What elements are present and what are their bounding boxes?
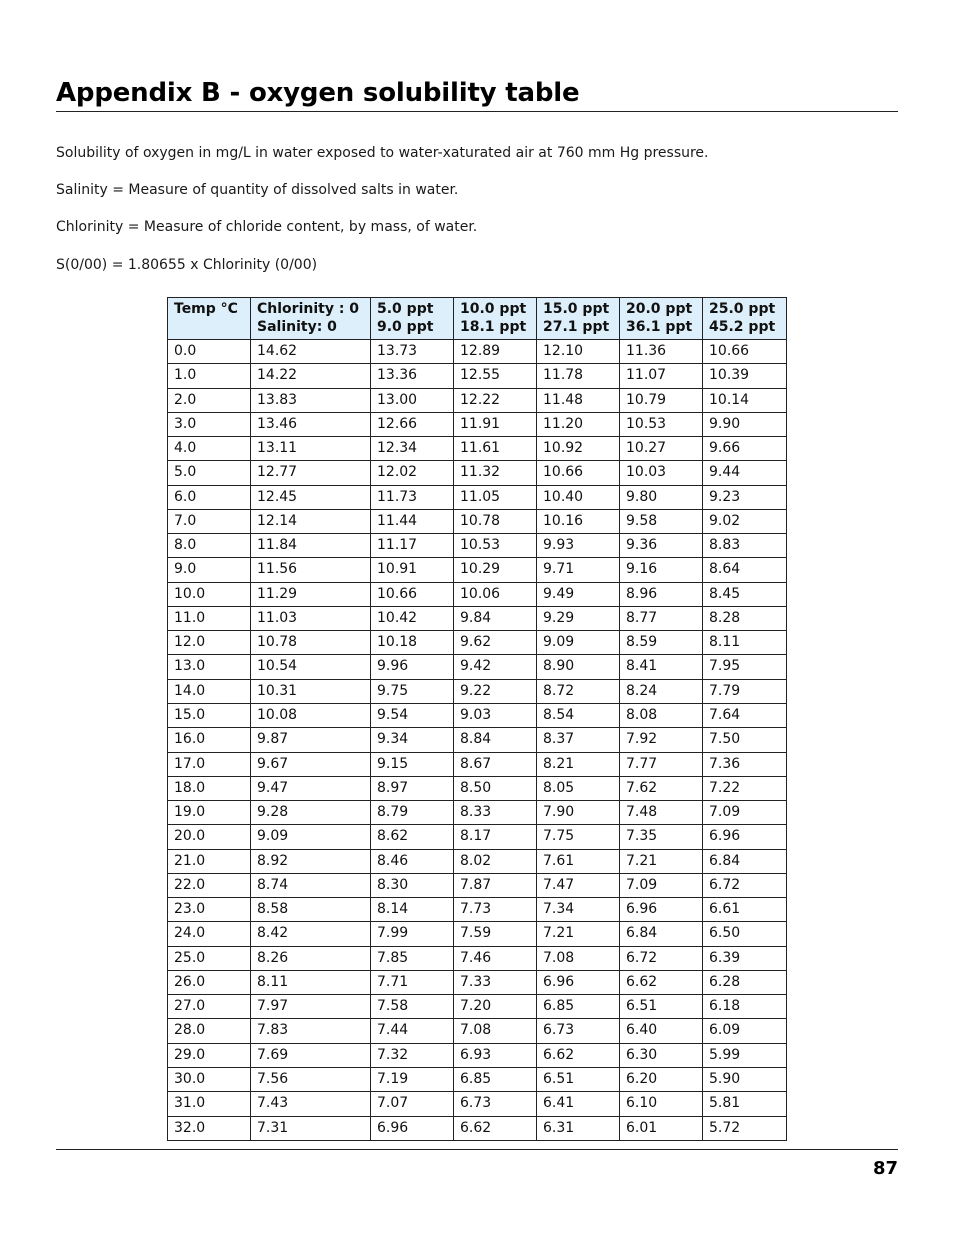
cell-25ppt: 7.50 <box>703 728 787 752</box>
header-line2: 45.2 ppt <box>709 319 776 335</box>
cell-15ppt: 10.92 <box>537 437 620 461</box>
cell-10ppt: 8.67 <box>454 752 537 776</box>
cell-temp: 8.0 <box>168 534 251 558</box>
cell-chlorinity-0: 7.83 <box>251 1019 371 1043</box>
cell-temp: 15.0 <box>168 703 251 727</box>
cell-10ppt: 8.17 <box>454 825 537 849</box>
cell-5ppt: 10.18 <box>371 631 454 655</box>
cell-5ppt: 8.14 <box>371 898 454 922</box>
cell-25ppt: 5.90 <box>703 1067 787 1091</box>
header-20ppt <box>620 298 703 340</box>
cell-10ppt: 8.02 <box>454 849 537 873</box>
cell-temp: 18.0 <box>168 776 251 800</box>
cell-15ppt: 6.96 <box>537 970 620 994</box>
cell-15ppt: 11.48 <box>537 388 620 412</box>
cell-chlorinity-0: 7.31 <box>251 1116 371 1140</box>
table-row <box>168 922 787 946</box>
cell-temp: 16.0 <box>168 728 251 752</box>
cell-20ppt: 7.92 <box>620 728 703 752</box>
header-5ppt <box>371 298 454 340</box>
cell-5ppt: 9.34 <box>371 728 454 752</box>
cell-temp: 31.0 <box>168 1092 251 1116</box>
page-title: Appendix B - oxygen solubility table <box>56 78 580 108</box>
cell-chlorinity-0: 8.42 <box>251 922 371 946</box>
cell-temp: 24.0 <box>168 922 251 946</box>
cell-temp: 26.0 <box>168 970 251 994</box>
cell-temp: 27.0 <box>168 995 251 1019</box>
cell-15ppt: 6.62 <box>537 1043 620 1067</box>
table-row <box>168 412 787 436</box>
cell-temp: 0.0 <box>168 340 251 364</box>
cell-20ppt: 10.79 <box>620 388 703 412</box>
cell-5ppt: 12.02 <box>371 461 454 485</box>
header-temp-line1: Temp °C <box>174 301 238 317</box>
cell-5ppt: 7.32 <box>371 1043 454 1067</box>
table-row <box>168 970 787 994</box>
cell-10ppt: 9.62 <box>454 631 537 655</box>
cell-25ppt: 9.90 <box>703 412 787 436</box>
cell-5ppt: 13.73 <box>371 340 454 364</box>
cell-5ppt: 9.54 <box>371 703 454 727</box>
cell-25ppt: 6.18 <box>703 995 787 1019</box>
cell-5ppt: 10.66 <box>371 582 454 606</box>
cell-15ppt: 11.20 <box>537 412 620 436</box>
cell-15ppt: 8.37 <box>537 728 620 752</box>
oxygen-solubility-table <box>167 297 787 1141</box>
cell-temp: 1.0 <box>168 364 251 388</box>
cell-25ppt: 10.14 <box>703 388 787 412</box>
cell-25ppt: 8.11 <box>703 631 787 655</box>
table-row <box>168 873 787 897</box>
table-row <box>168 1092 787 1116</box>
cell-20ppt: 6.51 <box>620 995 703 1019</box>
cell-chlorinity-0: 11.29 <box>251 582 371 606</box>
cell-25ppt: 9.02 <box>703 509 787 533</box>
cell-15ppt: 7.61 <box>537 849 620 873</box>
cell-chlorinity-0: 8.74 <box>251 873 371 897</box>
cell-chlorinity-0: 11.56 <box>251 558 371 582</box>
header-line2: 27.1 ppt <box>543 319 610 335</box>
cell-chlorinity-0: 8.58 <box>251 898 371 922</box>
cell-chlorinity-0: 7.97 <box>251 995 371 1019</box>
cell-10ppt: 8.50 <box>454 776 537 800</box>
header-15ppt <box>537 298 620 340</box>
cell-chlorinity-0: 9.47 <box>251 776 371 800</box>
cell-25ppt: 7.64 <box>703 703 787 727</box>
cell-chlorinity-0: 13.46 <box>251 412 371 436</box>
header-line1: 25.0 ppt <box>709 301 776 317</box>
table-row <box>168 437 787 461</box>
cell-5ppt: 6.96 <box>371 1116 454 1140</box>
cell-15ppt: 8.21 <box>537 752 620 776</box>
page-number: 87 <box>872 1158 898 1179</box>
cell-25ppt: 6.84 <box>703 849 787 873</box>
cell-20ppt: 9.16 <box>620 558 703 582</box>
cell-15ppt: 9.09 <box>537 631 620 655</box>
cell-chlorinity-0: 13.11 <box>251 437 371 461</box>
cell-15ppt: 8.54 <box>537 703 620 727</box>
cell-15ppt: 9.49 <box>537 582 620 606</box>
cell-temp: 10.0 <box>168 582 251 606</box>
cell-5ppt: 9.15 <box>371 752 454 776</box>
cell-5ppt: 8.30 <box>371 873 454 897</box>
cell-20ppt: 8.59 <box>620 631 703 655</box>
cell-chlorinity-0: 7.69 <box>251 1043 371 1067</box>
cell-10ppt: 12.89 <box>454 340 537 364</box>
cell-25ppt: 5.99 <box>703 1043 787 1067</box>
cell-5ppt: 13.00 <box>371 388 454 412</box>
cell-15ppt: 6.51 <box>537 1067 620 1091</box>
cell-20ppt: 8.08 <box>620 703 703 727</box>
header-line1: Chlorinity : 0 <box>257 301 360 317</box>
table-header-row <box>168 298 787 340</box>
cell-chlorinity-0: 12.77 <box>251 461 371 485</box>
cell-chlorinity-0: 12.14 <box>251 509 371 533</box>
cell-10ppt: 8.84 <box>454 728 537 752</box>
cell-10ppt: 9.03 <box>454 703 537 727</box>
cell-10ppt: 10.53 <box>454 534 537 558</box>
cell-temp: 29.0 <box>168 1043 251 1067</box>
cell-20ppt: 9.36 <box>620 534 703 558</box>
cell-temp: 17.0 <box>168 752 251 776</box>
cell-20ppt: 10.27 <box>620 437 703 461</box>
cell-25ppt: 6.39 <box>703 946 787 970</box>
cell-5ppt: 7.44 <box>371 1019 454 1043</box>
cell-chlorinity-0: 14.22 <box>251 364 371 388</box>
cell-25ppt: 8.45 <box>703 582 787 606</box>
cell-20ppt: 7.09 <box>620 873 703 897</box>
cell-15ppt: 8.05 <box>537 776 620 800</box>
cell-15ppt: 6.85 <box>537 995 620 1019</box>
table-row <box>168 898 787 922</box>
cell-10ppt: 11.05 <box>454 485 537 509</box>
cell-5ppt: 11.73 <box>371 485 454 509</box>
cell-temp: 9.0 <box>168 558 251 582</box>
cell-25ppt: 7.09 <box>703 801 787 825</box>
table-row <box>168 946 787 970</box>
cell-20ppt: 11.36 <box>620 340 703 364</box>
cell-chlorinity-0: 10.31 <box>251 679 371 703</box>
cell-5ppt: 13.36 <box>371 364 454 388</box>
cell-10ppt: 8.33 <box>454 801 537 825</box>
cell-5ppt: 8.62 <box>371 825 454 849</box>
cell-chlorinity-0: 10.08 <box>251 703 371 727</box>
cell-chlorinity-0: 13.83 <box>251 388 371 412</box>
table-row <box>168 1019 787 1043</box>
cell-20ppt: 6.62 <box>620 970 703 994</box>
cell-15ppt: 7.75 <box>537 825 620 849</box>
cell-10ppt: 6.93 <box>454 1043 537 1067</box>
table-row <box>168 606 787 630</box>
cell-5ppt: 10.42 <box>371 606 454 630</box>
cell-20ppt: 8.96 <box>620 582 703 606</box>
cell-chlorinity-0: 11.84 <box>251 534 371 558</box>
cell-25ppt: 6.72 <box>703 873 787 897</box>
cell-chlorinity-0: 9.09 <box>251 825 371 849</box>
table-row <box>168 995 787 1019</box>
cell-15ppt: 7.90 <box>537 801 620 825</box>
cell-20ppt: 6.40 <box>620 1019 703 1043</box>
cell-chlorinity-0: 8.92 <box>251 849 371 873</box>
table-row <box>168 582 787 606</box>
table-row <box>168 461 787 485</box>
cell-25ppt: 10.39 <box>703 364 787 388</box>
salinity-formula: S(0/00) = 1.80655 x Chlorinity (0/00) <box>56 257 318 273</box>
cell-temp: 30.0 <box>168 1067 251 1091</box>
title-rule <box>56 111 898 112</box>
definition-salinity: Salinity = Measure of quantity of dissolved salts in water. <box>56 182 459 198</box>
cell-20ppt: 8.77 <box>620 606 703 630</box>
cell-10ppt: 6.73 <box>454 1092 537 1116</box>
cell-15ppt: 8.90 <box>537 655 620 679</box>
cell-5ppt: 9.75 <box>371 679 454 703</box>
cell-10ppt: 10.78 <box>454 509 537 533</box>
cell-chlorinity-0: 8.11 <box>251 970 371 994</box>
table-body <box>168 340 787 1141</box>
cell-15ppt: 9.93 <box>537 534 620 558</box>
intro-paragraph-solubility: Solubility of oxygen in mg/L in water exposed to water-xaturated air at 760 mm Hg pressure. <box>56 145 709 161</box>
cell-chlorinity-0: 9.28 <box>251 801 371 825</box>
cell-5ppt: 12.66 <box>371 412 454 436</box>
cell-temp: 23.0 <box>168 898 251 922</box>
cell-20ppt: 6.01 <box>620 1116 703 1140</box>
table-row <box>168 679 787 703</box>
cell-25ppt: 6.09 <box>703 1019 787 1043</box>
header-temp <box>168 298 251 340</box>
cell-20ppt: 6.84 <box>620 922 703 946</box>
cell-15ppt: 10.66 <box>537 461 620 485</box>
cell-chlorinity-0: 10.54 <box>251 655 371 679</box>
cell-10ppt: 6.62 <box>454 1116 537 1140</box>
cell-25ppt: 6.50 <box>703 922 787 946</box>
cell-temp: 11.0 <box>168 606 251 630</box>
cell-20ppt: 8.41 <box>620 655 703 679</box>
header-line2: 9.0 ppt <box>377 319 434 335</box>
cell-5ppt: 7.85 <box>371 946 454 970</box>
cell-15ppt: 11.78 <box>537 364 620 388</box>
table-row <box>168 825 787 849</box>
header-line2: 18.1 ppt <box>460 319 527 335</box>
cell-25ppt: 6.28 <box>703 970 787 994</box>
cell-15ppt: 7.21 <box>537 922 620 946</box>
cell-5ppt: 8.97 <box>371 776 454 800</box>
cell-chlorinity-0: 11.03 <box>251 606 371 630</box>
cell-5ppt: 7.99 <box>371 922 454 946</box>
cell-temp: 5.0 <box>168 461 251 485</box>
cell-5ppt: 10.91 <box>371 558 454 582</box>
cell-5ppt: 7.71 <box>371 970 454 994</box>
cell-25ppt: 6.96 <box>703 825 787 849</box>
cell-5ppt: 7.07 <box>371 1092 454 1116</box>
table-row <box>168 1116 787 1140</box>
cell-temp: 4.0 <box>168 437 251 461</box>
cell-15ppt: 9.29 <box>537 606 620 630</box>
table-row <box>168 801 787 825</box>
cell-10ppt: 7.73 <box>454 898 537 922</box>
cell-25ppt: 5.72 <box>703 1116 787 1140</box>
cell-20ppt: 8.24 <box>620 679 703 703</box>
cell-20ppt: 6.10 <box>620 1092 703 1116</box>
cell-10ppt: 7.87 <box>454 873 537 897</box>
cell-10ppt: 7.46 <box>454 946 537 970</box>
cell-25ppt: 9.44 <box>703 461 787 485</box>
cell-temp: 6.0 <box>168 485 251 509</box>
cell-25ppt: 7.22 <box>703 776 787 800</box>
cell-15ppt: 6.41 <box>537 1092 620 1116</box>
cell-25ppt: 8.64 <box>703 558 787 582</box>
table-row <box>168 631 787 655</box>
cell-20ppt: 6.20 <box>620 1067 703 1091</box>
cell-20ppt: 7.21 <box>620 849 703 873</box>
cell-25ppt: 7.36 <box>703 752 787 776</box>
cell-25ppt: 9.23 <box>703 485 787 509</box>
cell-5ppt: 8.79 <box>371 801 454 825</box>
cell-20ppt: 6.96 <box>620 898 703 922</box>
table-row <box>168 1067 787 1091</box>
cell-15ppt: 9.71 <box>537 558 620 582</box>
cell-temp: 32.0 <box>168 1116 251 1140</box>
table-row <box>168 728 787 752</box>
cell-5ppt: 7.58 <box>371 995 454 1019</box>
table-row <box>168 1043 787 1067</box>
table-row <box>168 776 787 800</box>
header-line1: 5.0 ppt <box>377 301 434 317</box>
cell-20ppt: 7.62 <box>620 776 703 800</box>
cell-25ppt: 6.61 <box>703 898 787 922</box>
cell-15ppt: 10.40 <box>537 485 620 509</box>
cell-5ppt: 11.17 <box>371 534 454 558</box>
cell-20ppt: 7.35 <box>620 825 703 849</box>
table-row <box>168 340 787 364</box>
cell-15ppt: 7.34 <box>537 898 620 922</box>
cell-25ppt: 8.83 <box>703 534 787 558</box>
cell-temp: 22.0 <box>168 873 251 897</box>
cell-chlorinity-0: 9.67 <box>251 752 371 776</box>
cell-temp: 21.0 <box>168 849 251 873</box>
cell-20ppt: 7.48 <box>620 801 703 825</box>
cell-10ppt: 9.84 <box>454 606 537 630</box>
cell-15ppt: 6.73 <box>537 1019 620 1043</box>
cell-chlorinity-0: 12.45 <box>251 485 371 509</box>
cell-10ppt: 7.59 <box>454 922 537 946</box>
cell-5ppt: 11.44 <box>371 509 454 533</box>
cell-10ppt: 12.22 <box>454 388 537 412</box>
cell-15ppt: 8.72 <box>537 679 620 703</box>
cell-20ppt: 9.80 <box>620 485 703 509</box>
header-25ppt <box>703 298 787 340</box>
table-row <box>168 509 787 533</box>
definition-chlorinity: Chlorinity = Measure of chloride content, by mass, of water. <box>56 219 478 235</box>
cell-temp: 25.0 <box>168 946 251 970</box>
cell-25ppt: 10.66 <box>703 340 787 364</box>
cell-5ppt: 7.19 <box>371 1067 454 1091</box>
table-row <box>168 364 787 388</box>
cell-20ppt: 7.77 <box>620 752 703 776</box>
header-line1: 20.0 ppt <box>626 301 693 317</box>
cell-10ppt: 11.91 <box>454 412 537 436</box>
cell-5ppt: 8.46 <box>371 849 454 873</box>
table-row <box>168 534 787 558</box>
cell-10ppt: 9.22 <box>454 679 537 703</box>
cell-10ppt: 11.61 <box>454 437 537 461</box>
table-row <box>168 703 787 727</box>
cell-chlorinity-0: 8.26 <box>251 946 371 970</box>
cell-10ppt: 9.42 <box>454 655 537 679</box>
footer-rule <box>56 1149 898 1150</box>
cell-temp: 19.0 <box>168 801 251 825</box>
cell-25ppt: 7.95 <box>703 655 787 679</box>
cell-temp: 12.0 <box>168 631 251 655</box>
header-line1: 10.0 ppt <box>460 301 527 317</box>
cell-20ppt: 6.30 <box>620 1043 703 1067</box>
cell-temp: 28.0 <box>168 1019 251 1043</box>
header-chlorinity-0 <box>251 298 371 340</box>
cell-chlorinity-0: 10.78 <box>251 631 371 655</box>
cell-10ppt: 11.32 <box>454 461 537 485</box>
cell-20ppt: 10.53 <box>620 412 703 436</box>
cell-10ppt: 10.29 <box>454 558 537 582</box>
cell-10ppt: 7.08 <box>454 1019 537 1043</box>
cell-temp: 13.0 <box>168 655 251 679</box>
cell-15ppt: 7.08 <box>537 946 620 970</box>
cell-temp: 2.0 <box>168 388 251 412</box>
cell-10ppt: 7.33 <box>454 970 537 994</box>
cell-10ppt: 10.06 <box>454 582 537 606</box>
header-line2: Salinity: 0 <box>257 319 337 335</box>
table-row <box>168 849 787 873</box>
cell-25ppt: 7.79 <box>703 679 787 703</box>
cell-15ppt: 10.16 <box>537 509 620 533</box>
table-row <box>168 655 787 679</box>
cell-25ppt: 5.81 <box>703 1092 787 1116</box>
cell-10ppt: 7.20 <box>454 995 537 1019</box>
cell-20ppt: 9.58 <box>620 509 703 533</box>
cell-20ppt: 10.03 <box>620 461 703 485</box>
cell-15ppt: 12.10 <box>537 340 620 364</box>
cell-chlorinity-0: 7.43 <box>251 1092 371 1116</box>
table-row <box>168 485 787 509</box>
cell-25ppt: 8.28 <box>703 606 787 630</box>
cell-temp: 20.0 <box>168 825 251 849</box>
cell-temp: 3.0 <box>168 412 251 436</box>
cell-chlorinity-0: 9.87 <box>251 728 371 752</box>
cell-25ppt: 9.66 <box>703 437 787 461</box>
cell-15ppt: 6.31 <box>537 1116 620 1140</box>
header-line2: 36.1 ppt <box>626 319 693 335</box>
cell-10ppt: 12.55 <box>454 364 537 388</box>
cell-10ppt: 6.85 <box>454 1067 537 1091</box>
header-line1: 15.0 ppt <box>543 301 610 317</box>
table-row <box>168 558 787 582</box>
cell-chlorinity-0: 7.56 <box>251 1067 371 1091</box>
cell-5ppt: 9.96 <box>371 655 454 679</box>
header-10ppt <box>454 298 537 340</box>
cell-chlorinity-0: 14.62 <box>251 340 371 364</box>
table-row <box>168 388 787 412</box>
cell-15ppt: 7.47 <box>537 873 620 897</box>
cell-20ppt: 11.07 <box>620 364 703 388</box>
cell-5ppt: 12.34 <box>371 437 454 461</box>
cell-temp: 14.0 <box>168 679 251 703</box>
cell-temp: 7.0 <box>168 509 251 533</box>
table-row <box>168 752 787 776</box>
cell-20ppt: 6.72 <box>620 946 703 970</box>
